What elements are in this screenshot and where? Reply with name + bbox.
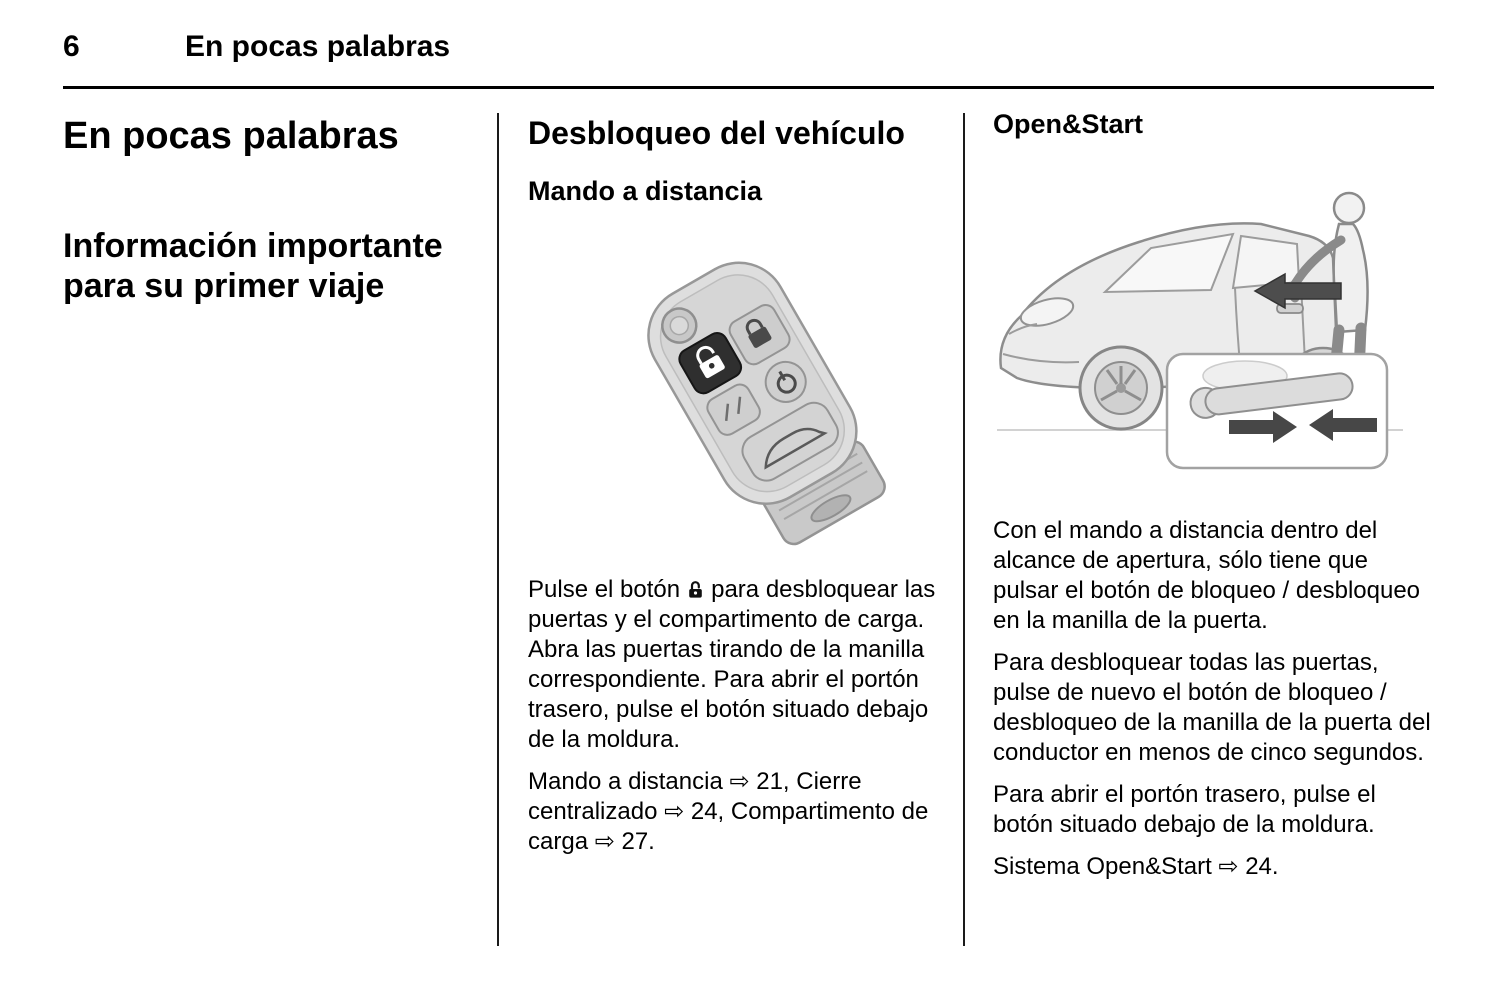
openstart-paragraph-2: Para desbloquear todas las puertas, pulse de nuevo el botón de bloqueo / desbloqueo de la manilla de la puerta del conductor en menos de cinco segundos. bbox=[993, 648, 1431, 766]
header-rule bbox=[63, 86, 1434, 89]
car-door-illustration bbox=[993, 162, 1409, 494]
openstart-heading: Open&Start bbox=[993, 109, 1144, 139]
intro-column bbox=[63, 116, 475, 306]
openstart-figure bbox=[993, 162, 1433, 494]
section-subtitle: Información importante para su primer viaje bbox=[63, 226, 443, 305]
unlock-paragraph-pre: Pulse el botón bbox=[528, 575, 681, 603]
unlock-heading: Desbloqueo del vehículo bbox=[528, 115, 905, 151]
remote-subheading: Mando a distancia bbox=[528, 176, 763, 207]
page-number: 6 bbox=[63, 30, 80, 63]
openstart-paragraph-1: Con el mando a distancia dentro del alcance de apertura, sólo tiene que pulsar el botón de bloqueo / desbloqueo en la manilla de la puerta. bbox=[993, 516, 1421, 634]
column-divider bbox=[963, 113, 965, 946]
remote-key-illustration bbox=[528, 231, 942, 553]
handle-inset bbox=[1167, 354, 1387, 468]
remote-key-figure bbox=[528, 231, 942, 553]
openstart-column bbox=[993, 110, 1433, 894]
openstart-paragraph-4: Sistema Open&Start ⇨ 24. bbox=[993, 852, 1279, 880]
unlock-padlock-icon bbox=[686, 580, 705, 599]
unlock-paragraph-post: para desbloquear las puertas y el compartimento de carga. Abra las puertas tirando de la manilla correspondiente. Para abrir el portón trasero, pulse el botón situado debajo de la moldura. bbox=[528, 575, 936, 753]
openstart-paragraph-3: Para abrir el portón trasero, pulse el botón situado debajo de la moldura. bbox=[993, 780, 1376, 838]
unlock-paragraph bbox=[528, 575, 942, 755]
column-divider bbox=[497, 113, 499, 946]
chapter-title: En pocas palabras bbox=[185, 30, 451, 63]
references-paragraph: Mando a distancia ⇨ 21, Cierre centralizado ⇨ 24, Compartimento de carga ⇨ 27. bbox=[528, 767, 929, 855]
section-title: En pocas palabras bbox=[63, 115, 399, 157]
unlock-column bbox=[528, 116, 942, 869]
